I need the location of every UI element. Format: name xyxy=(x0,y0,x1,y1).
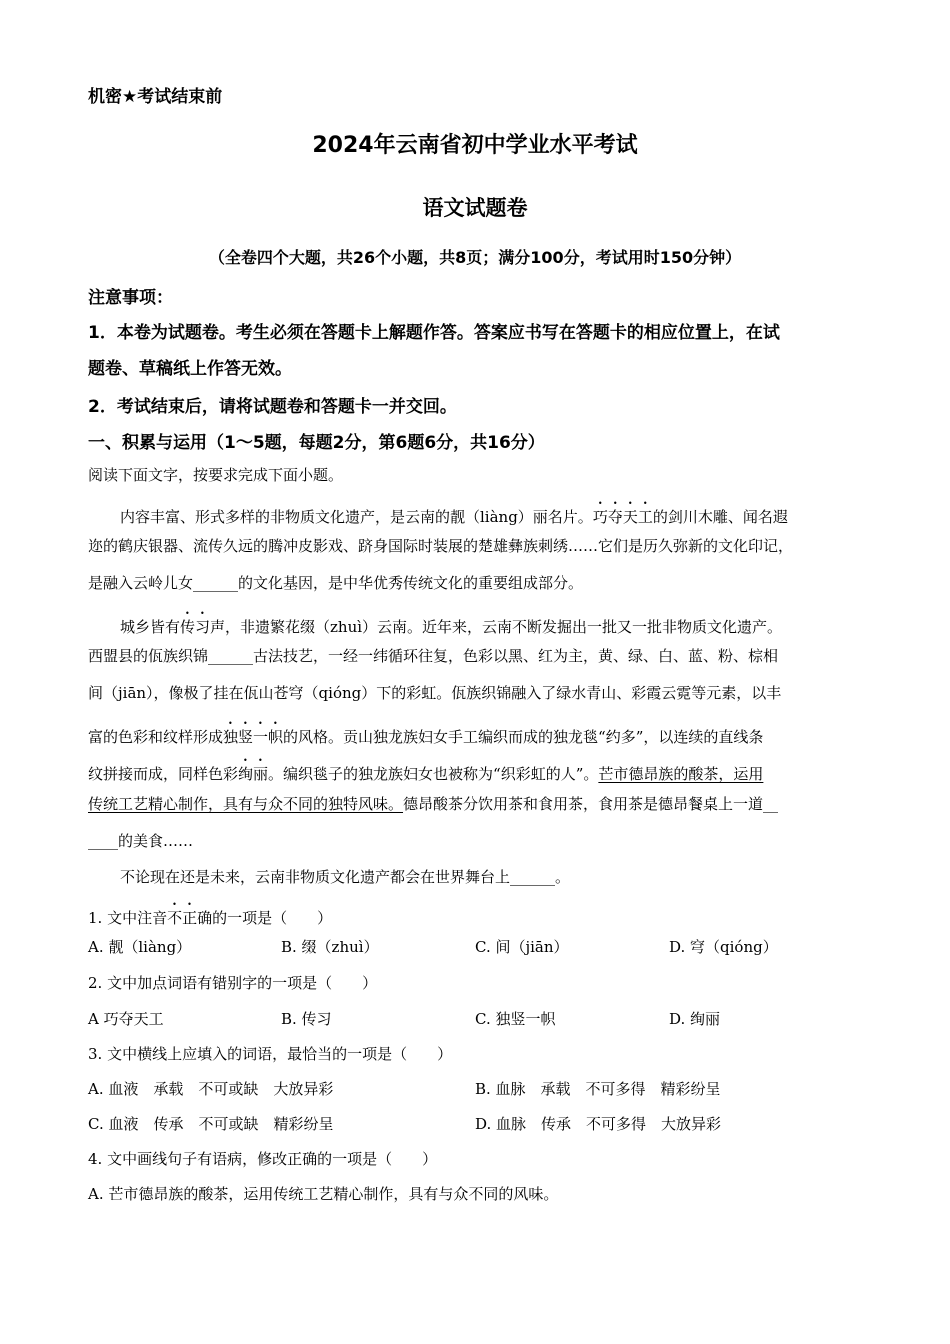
q1-option-d: D. 穹（qióng） xyxy=(669,938,778,956)
note-2: 2．考试结束后，请将试题卷和答题卡一并交回。 xyxy=(88,397,457,417)
q1-option-b: B. 缀（zhuì） xyxy=(281,938,379,956)
passage-p2-line-2: 西盟县的佤族织锦______古法技艺，一经一纬循环往复，色彩以黑、红为主，黄、绿、白、蓝、粉、棕相 xyxy=(88,647,779,665)
confidential-label: 机密★考试结束前 xyxy=(88,87,223,107)
q2-option-a: A 巧夺天工 xyxy=(88,1010,164,1028)
q2-option-b: B. 传习 xyxy=(281,1010,332,1028)
q4-option-a: A. 芒市德昂族的酸茶，运用传统工艺精心制作，具有与众不同的风味。 xyxy=(88,1185,559,1203)
question-2-stem: 2. 文中加点词语有错别字的一项是（ ） xyxy=(88,974,378,992)
passage-p2-line-4: 富的色彩和纹样形成独竖一帜的风格。贡山独龙族妇女手工编织而成的独龙毯“约多”，以连续的直线条 xyxy=(88,728,764,746)
question-1-stem: 1. 文中注音不正确的一项是（ ） xyxy=(88,909,333,927)
question-3-stem: 3. 文中横线上应填入的词语，最恰当的一项是（ ） xyxy=(88,1045,453,1063)
q3-option-c: C. 血液 传承 不可或缺 精彩纷呈 xyxy=(88,1115,334,1133)
passage-p2-line-6: 传统工艺精心制作，具有与众不同的独特风味。德昂酸茶分饮用茶和食用茶，食用茶是德昂餐桌上一道__ xyxy=(88,795,779,813)
underlined-sentence-part-1: 芒市德昂族的酸茶，运用 xyxy=(598,765,764,783)
q2-option-c: C. 独竖一帜 xyxy=(475,1010,556,1028)
passage-p1-line-3: 是融入云岭儿女______的文化基因，是中华优秀传统文化的重要组成部分。 xyxy=(88,574,584,592)
dotted-word-2: 传习 xyxy=(180,618,211,636)
dotted-word-3: 独竖一帜 xyxy=(223,728,284,746)
q3-option-d: D. 血脉 传承 不可多得 大放异彩 xyxy=(475,1115,722,1133)
underlined-sentence-part-2: 传统工艺精心制作，具有与众不同的独特风味。 xyxy=(88,795,404,813)
dotted-word-1: 巧夺天工 xyxy=(592,508,653,526)
dotted-word-4: 绚丽 xyxy=(238,765,269,783)
q2-option-d: D. 绚丽 xyxy=(669,1010,721,1028)
exam-info: （全卷四个大题，共26个小题，共8页；满分100分，考试用时150分钟） xyxy=(208,248,742,267)
subject-title: 语文试题卷 xyxy=(422,196,528,220)
q1-option-c: C. 间（jiān） xyxy=(475,938,569,956)
dotted-word-5: 不正 xyxy=(167,909,198,927)
passage-p1-line-2: 迩的鹤庆银器、流传久远的腾冲皮影戏、跻身国际时装展的楚雄彝族刺绣……它们是历久弥新的文化印记， xyxy=(88,537,794,555)
notes-heading: 注意事项： xyxy=(88,288,173,308)
passage-p2-line-7: ____的美食…… xyxy=(88,832,194,850)
passage-p2-line-3: 间（jiān），像极了挂在佤山苍穹（qióng）下的彩虹。佤族织锦融入了绿水青山、彩霞云霓等元素，以丰 xyxy=(88,684,782,702)
q1-option-a: A. 靓（liàng） xyxy=(88,938,192,956)
note-1-line-2: 题卷、草稿纸上作答无效。 xyxy=(88,359,292,379)
passage-p3: 不论现在还是未来，云南非物质文化遗产都会在世界舞台上______。 xyxy=(120,868,571,886)
section-1-title: 一、积累与运用（1～5题，每题2分，第6题6分，共16分） xyxy=(88,433,545,453)
passage-p2-line-1: 城乡皆有传习声，非遗繁花缀（zhuì）云南。近年来，云南不断发掘出一批又一批非物质文化遗产。 xyxy=(120,618,783,636)
passage-p1-line-1: 内容丰富、形式多样的非物质文化遗产，是云南的靓（liàng）丽名片。巧夺天工的剑川木雕、闻名遐 xyxy=(120,508,788,526)
passage-p2-line-5: 纹拼接而成，同样色彩绚丽。编织毯子的独龙族妇女也被称为“织彩虹的人”。芒市德昂族的酸茶，运用 xyxy=(88,765,764,783)
q3-option-a: A. 血液 承载 不可或缺 大放异彩 xyxy=(88,1080,334,1098)
exam-title: 2024年云南省初中学业水平考试 xyxy=(312,133,638,158)
reading-instruction: 阅读下面文字，按要求完成下面小题。 xyxy=(88,466,344,484)
note-1-line-1: 1．本卷为试题卷。考生必须在答题卡上解题作答。答案应书写在答题卡的相应位置上，在试 xyxy=(88,323,780,343)
question-4-stem: 4. 文中画线句子有语病，修改正确的一项是（ ） xyxy=(88,1150,438,1168)
q3-option-b: B. 血脉 承载 不可多得 精彩纷呈 xyxy=(475,1080,721,1098)
